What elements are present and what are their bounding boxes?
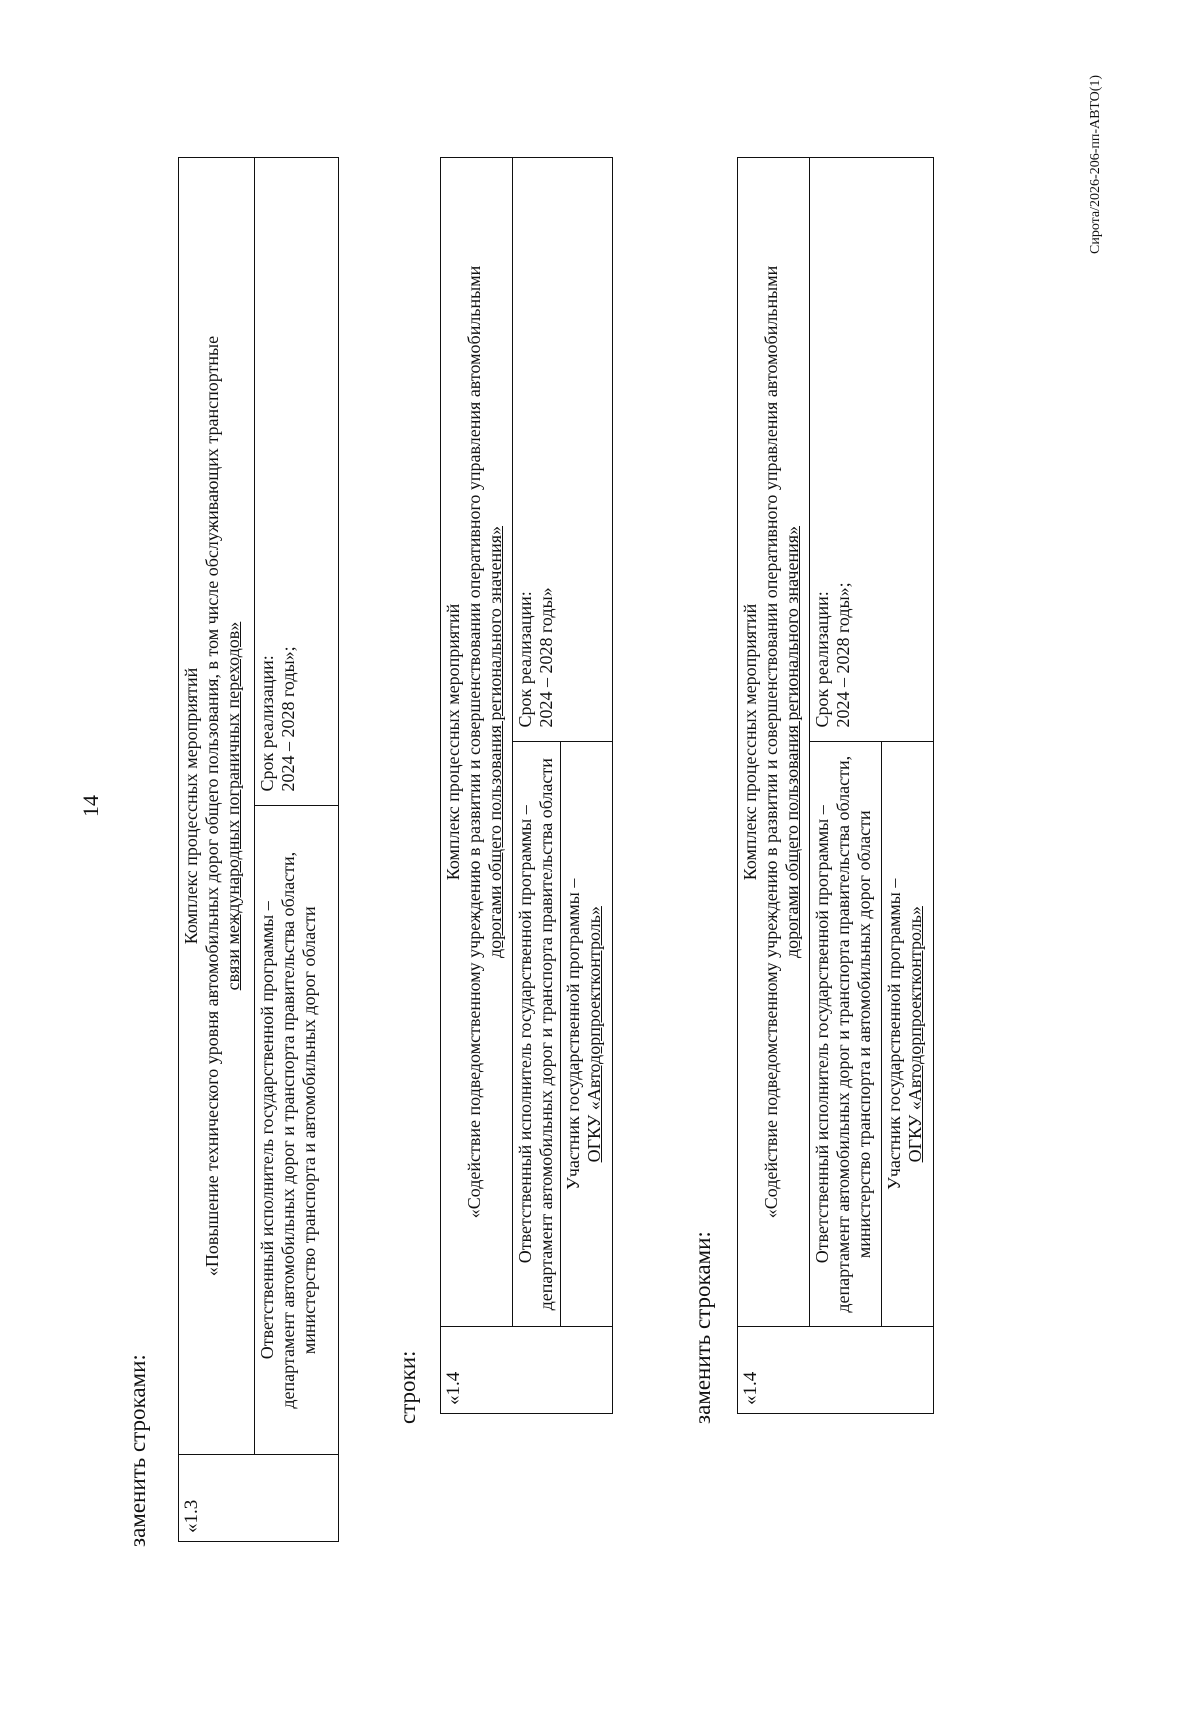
caption-replace-1: заменить строками:: [125, 1354, 150, 1547]
table-row-1-4-old: [440, 157, 613, 1414]
caption-replace-2: заменить строками:: [690, 1231, 715, 1424]
row-number: «1.4: [738, 1327, 934, 1414]
participant-label: Участник государственной программы –: [884, 878, 904, 1190]
responsible-value-2: министерство транспорта и автомобильных дорог области: [299, 906, 319, 1355]
responsible-value-2: министерство транспорта и автомобильных дорог области: [854, 810, 874, 1259]
section-title-cell: [179, 158, 255, 1455]
participant-cell: [561, 742, 613, 1327]
section-title: Комплекс процессных мероприятий: [181, 667, 201, 945]
term-label: Срок реализации:: [257, 655, 277, 792]
term-value: 2024 – 2028 годы»: [536, 587, 556, 728]
section-title: Комплекс процессных мероприятий: [740, 603, 760, 881]
section-title: Комплекс процессных мероприятий: [443, 603, 463, 881]
term-value: 2024 – 2028 годы»;: [833, 582, 853, 728]
section-name: «Содействие подведомственному учреждению в развитии и совершенствовании оперативного управления автомобильными: [761, 265, 781, 1219]
responsible-label: Ответственный исполнитель государственной программы –: [515, 805, 535, 1264]
term-cell: [513, 158, 613, 743]
section-title-cell: [441, 158, 513, 1327]
responsible-cell: [513, 742, 561, 1327]
section-name: «Содействие подведомственному учреждению в развитии и совершенствовании оперативного управления автомобильными: [464, 265, 484, 1219]
section-name-cont: связи международных пограничных переходов»: [223, 621, 243, 991]
responsible-cell: [255, 806, 339, 1455]
term-cell: [810, 158, 934, 743]
section-name-cont: дорогами общего пользования регионального значения»: [485, 525, 505, 959]
responsible-value-1: департамент автомобильных дорог и транспорта правительства области,: [833, 755, 853, 1313]
participant-value: ОГКУ «Автодорпроектконтроль»: [584, 906, 604, 1163]
row-number: «1.4: [441, 1327, 613, 1414]
responsible-label: Ответственный исполнитель государственной программы –: [812, 805, 832, 1264]
caption-rows: строки:: [395, 1350, 420, 1424]
term-cell: [255, 158, 339, 807]
term-value: 2024 – 2028 годы»;: [278, 646, 298, 792]
participant-label: Участник государственной программы –: [563, 878, 583, 1190]
participant-cell: [882, 742, 934, 1327]
table-row-1-3: [178, 157, 339, 1542]
row-number: «1.3: [179, 1455, 339, 1542]
responsible-value-1: департамент автомобильных дорог и транспорта правительства области: [536, 758, 556, 1311]
page-number: 14: [78, 795, 103, 817]
section-title-cell: [738, 158, 810, 1327]
footer-reference: Сирота/2026-206-пп-АВТО(1): [1088, 74, 1103, 254]
responsible-value-1: департамент автомобильных дорог и транспорта правительства области,: [278, 851, 298, 1409]
table-row-1-4-new: [737, 157, 934, 1414]
responsible-cell: [810, 742, 882, 1327]
section-name-cont: дорогами общего пользования регионального значения»: [782, 525, 802, 959]
term-label: Срок реализации:: [812, 591, 832, 728]
section-name: «Повышение технического уровня автомобильных дорог общего пользования, в том числе обслуживающих транспортные: [202, 335, 222, 1277]
participant-value: ОГКУ «Автодорпроектконтроль»: [905, 906, 925, 1163]
responsible-label: Ответственный исполнитель государственной программы –: [257, 901, 277, 1360]
term-label: Срок реализации:: [515, 591, 535, 728]
